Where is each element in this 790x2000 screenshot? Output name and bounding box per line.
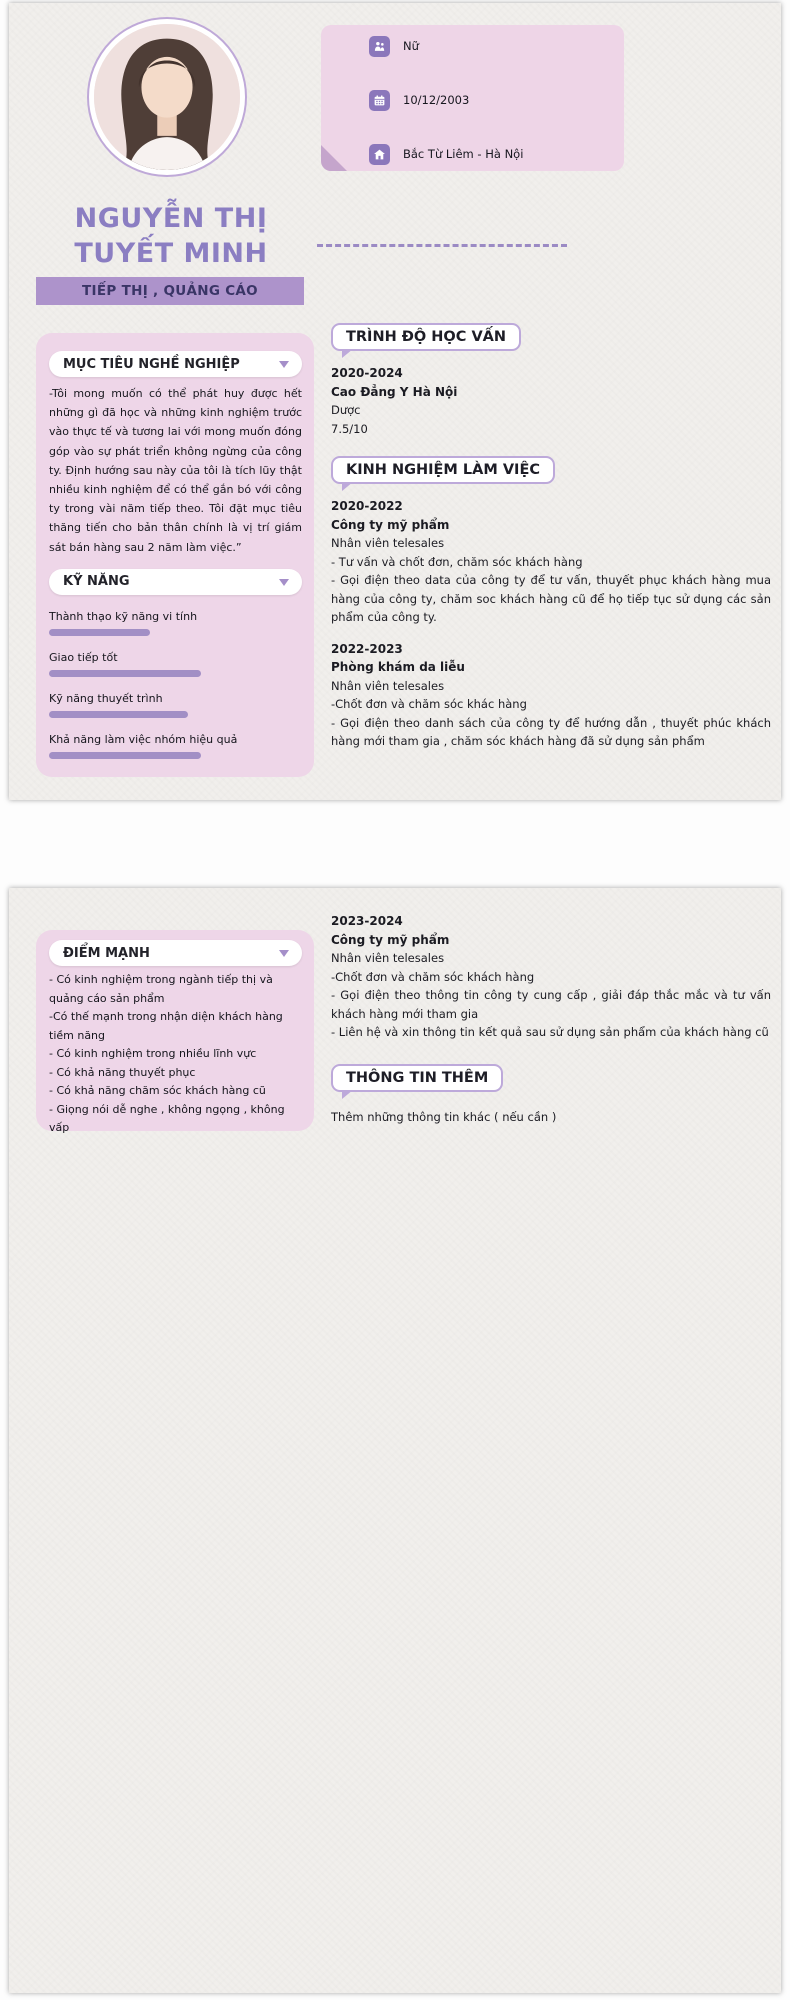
skills-heading [49,569,302,595]
strength-item: - Giọng nói dễ nghe , không ngọng , không vấp [49,1102,285,1134]
objective-heading-label: MỤC TIÊU NGHỀ NGHIỆP [63,356,240,372]
strengths-heading [49,940,302,966]
skill-bar [49,670,201,677]
left-panel-page1 [36,333,314,777]
experience-detail: -Chốt đơn và chăm sóc khác hàng [331,697,527,711]
triangle-down-icon [279,579,289,586]
skill-bar [49,752,201,759]
experience-role: Nhân viên telesales [331,951,445,965]
experience-period: 2020-2022 [331,499,403,513]
additional-info-text: Thêm những thông tin khác ( nếu cần ) [331,1109,557,1124]
experience-company: Công ty mỹ phẩm [331,932,450,947]
skill-bar [49,629,150,636]
skill-item [49,610,302,636]
experience-detail: - Gọi điện theo danh sách của công ty để hướng dẫn , thuyết phúc khách hàng mới tham gia , chăm sóc khách hàng đã sử dụng sản phẩm [331,715,771,748]
experience-detail: - Gọi điện theo data của công ty để tư vấn, thuyết phục khách hàng mua hàng của công ty, chăm soc khách hàng cũ để họ tiếp tục sử dụng các sản phẩm của công ty. [331,573,771,624]
experience-detail: -Chốt đơn và chăm sóc khách hàng [331,969,535,984]
info-row-gender [369,35,612,57]
home-icon [369,144,390,165]
education-score: 7.5/10 [331,421,368,436]
avatar-illustration [94,24,240,170]
strengths-list [49,971,302,1138]
experience-role: Nhân viên telesales [331,678,445,693]
left-panel-page2 [36,930,314,1134]
experience-role: Nhân viên telesales [331,536,445,550]
info-row-address [369,143,612,165]
skill-item [49,692,302,718]
experience-detail: - Gọi điện theo thông tin công ty cung cấp , giải đáp thắc mắc và tư vấn khách hàng mới tham gia [331,988,771,1021]
experience-entry [331,497,771,627]
strength-item: - Có khả năng chăm sóc khách hàng cũ [49,1084,266,1097]
gender-value: Nữ [403,39,419,53]
skill-item [49,651,302,677]
experience-heading: KINH NGHIỆM LÀM VIỆC [331,456,555,484]
profile-photo [87,17,247,177]
triangle-down-icon [279,950,289,957]
strength-item: -Có thế mạnh trong nhận diện khách hàng tiềm năng [49,1010,283,1042]
skill-label: Khả năng làm việc nhóm hiệu quả [49,732,238,746]
education-entry [331,364,771,438]
experience-company: Phòng khám da liễu [331,660,465,674]
experience-detail: - Tư vấn và chốt đơn, chăm sóc khách hàng [331,554,583,569]
experience-entry [331,640,771,751]
education-major: Dược [331,403,361,417]
strengths-heading-label: ĐIỂM MẠNH [63,945,150,961]
job-title-ribbon: TIẾP THỊ , QUẢNG CÁO [36,277,304,305]
additional-info-heading: THÔNG TIN THÊM [331,1064,503,1092]
education-period: 2020-2024 [331,366,403,380]
experience-company: Công ty mỹ phẩm [331,517,450,532]
gender-icon [369,36,390,57]
calendar-icon [369,90,390,111]
candidate-name: NGUYỄN THỊ TUYẾT MINH [74,203,268,269]
strength-item: - Có kinh nghiệm trong nhiều lĩnh vực [49,1047,257,1060]
personal-info-card [321,25,624,171]
info-row-dob [369,89,612,111]
cv-page-2 [9,888,781,1993]
experience-period: 2022-2023 [331,641,403,656]
dob-value: 10/12/2003 [403,93,470,107]
address-value: Bắc Từ Liêm - Hà Nội [403,147,524,161]
skill-label: Giao tiếp tốt [49,650,118,664]
right-column-page2 [331,912,771,1124]
objective-heading [49,351,302,377]
triangle-down-icon [279,361,289,368]
education-school: Cao Đẳng Y Hà Nội [331,384,458,399]
experience-period: 2023-2024 [331,914,403,928]
objective-text: -Tôi mong muốn có thể phát huy được hết những gì đã học và những kinh nghiệm trước vào thực tế và tương lai với mong muốn đóng góp vào sự phát triển không ngừng của công ty. Định hướng sau này của tôi là tích lũy thật nhiều kinh nghiệm để có thể gắn bó với công ty trong vài năm tiếp theo. Tôi đặt mục tiêu thăng tiến cho bản thân chính là vị trí giám sát bán hàng sau 2 năm làm việc.” [49,387,302,554]
skills-heading-label: KỸ NĂNG [63,574,130,590]
strength-item: - Có kinh nghiệm trong ngành tiếp thị và quảng cáo sản phẩm [49,973,273,1005]
skill-bar [49,711,188,718]
right-column-page1 [331,323,771,751]
skill-label: Thành thạo kỹ năng vi tính [49,609,198,623]
skill-label: Kỹ năng thuyết trình [49,691,163,705]
skill-item [49,733,302,759]
education-heading: TRÌNH ĐỘ HỌC VẤN [331,323,521,351]
profile-photo-image [94,24,240,170]
strength-item: - Có khả năng thuyết phục [49,1065,196,1079]
experience-entry [331,912,771,1042]
cv-page-1 [9,3,781,800]
experience-detail: - Liên hệ và xin thông tin kết quả sau sử dụng sản phẩm của khách hàng cũ [331,1025,769,1039]
decorative-dashed-line [317,244,567,247]
